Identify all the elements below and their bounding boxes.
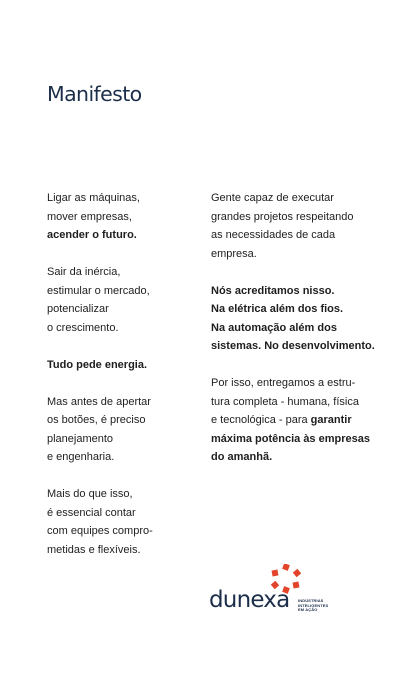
paragraph xyxy=(47,485,197,559)
text-line xyxy=(211,430,401,449)
paragraph xyxy=(47,263,197,337)
paragraph xyxy=(211,189,401,263)
emphasis: Tudo pede energia. xyxy=(47,358,148,371)
text-line: Mas antes de apertar xyxy=(47,395,151,408)
tagline-line: INTELIGENTES xyxy=(298,602,329,608)
emphasis: do amanhã. xyxy=(211,451,273,463)
manifesto-left-column xyxy=(47,189,197,578)
text-line: potencializar xyxy=(47,303,109,315)
text-line: empresa. xyxy=(211,247,257,260)
text-line: Por isso, entregamos a estru- xyxy=(211,377,356,389)
emphasis: Nós acreditamos nisso. xyxy=(211,284,335,297)
text-line xyxy=(211,300,401,319)
text-line: as necessidades de cada xyxy=(211,229,336,241)
text-line xyxy=(47,356,197,375)
tagline-line: INDÚSTRIAS xyxy=(298,598,324,603)
text-segment: e tecnológica - para xyxy=(211,414,311,426)
dunexa-logo xyxy=(209,564,334,616)
emphasis: Na elétrica além dos fios. xyxy=(211,303,344,315)
text-line: com equipes compro- xyxy=(47,525,153,537)
paragraph xyxy=(47,189,197,245)
text-line xyxy=(211,319,401,338)
logo-square xyxy=(282,564,290,571)
text-line xyxy=(211,282,401,301)
logo-wordmark: dunexa xyxy=(209,587,290,613)
emphasis: garantir xyxy=(310,414,352,426)
logo-square xyxy=(293,569,301,577)
text-line: Ligar as máquinas, xyxy=(47,192,140,204)
text-line xyxy=(211,448,401,467)
page-title: Manifesto xyxy=(47,82,142,106)
text-line xyxy=(211,411,401,430)
logo-square xyxy=(272,570,279,577)
paragraph xyxy=(211,374,401,467)
text-line: Mais do que isso, xyxy=(47,488,133,500)
text-line: é essencial contar xyxy=(47,506,136,519)
text-line xyxy=(211,337,401,356)
text-line: metidas e flexíveis. xyxy=(47,543,141,556)
emphasis: Na automação além dos xyxy=(211,321,337,334)
text-line: e engenharia. xyxy=(47,451,115,463)
tagline-line: EM AÇÃO xyxy=(298,607,318,613)
text-line: Sair da inércia, xyxy=(47,266,121,278)
text-line: grandes projetos respeitando xyxy=(211,210,354,223)
text-line: os botões, é preciso xyxy=(47,414,146,426)
paragraph xyxy=(47,393,197,467)
logo-tagline xyxy=(298,599,338,613)
text-line: mover empresas, xyxy=(47,210,132,223)
paragraph xyxy=(211,282,401,356)
logo-square xyxy=(293,582,300,589)
text-line xyxy=(47,226,197,245)
paragraph xyxy=(47,356,197,375)
text-line: estimular o mercado, xyxy=(47,284,150,297)
emphasis: acender o futuro. xyxy=(47,229,137,241)
emphasis: máxima potência às empresas xyxy=(211,432,370,445)
text-line: Gente capaz de executar xyxy=(211,192,334,204)
manifesto-right-column xyxy=(211,189,401,485)
text-line: tura completa - humana, física xyxy=(211,395,359,408)
text-line: planejamento xyxy=(47,432,114,445)
emphasis: sistemas. No desenvolvimento. xyxy=(211,340,375,352)
text-line: o crescimento. xyxy=(47,321,119,334)
